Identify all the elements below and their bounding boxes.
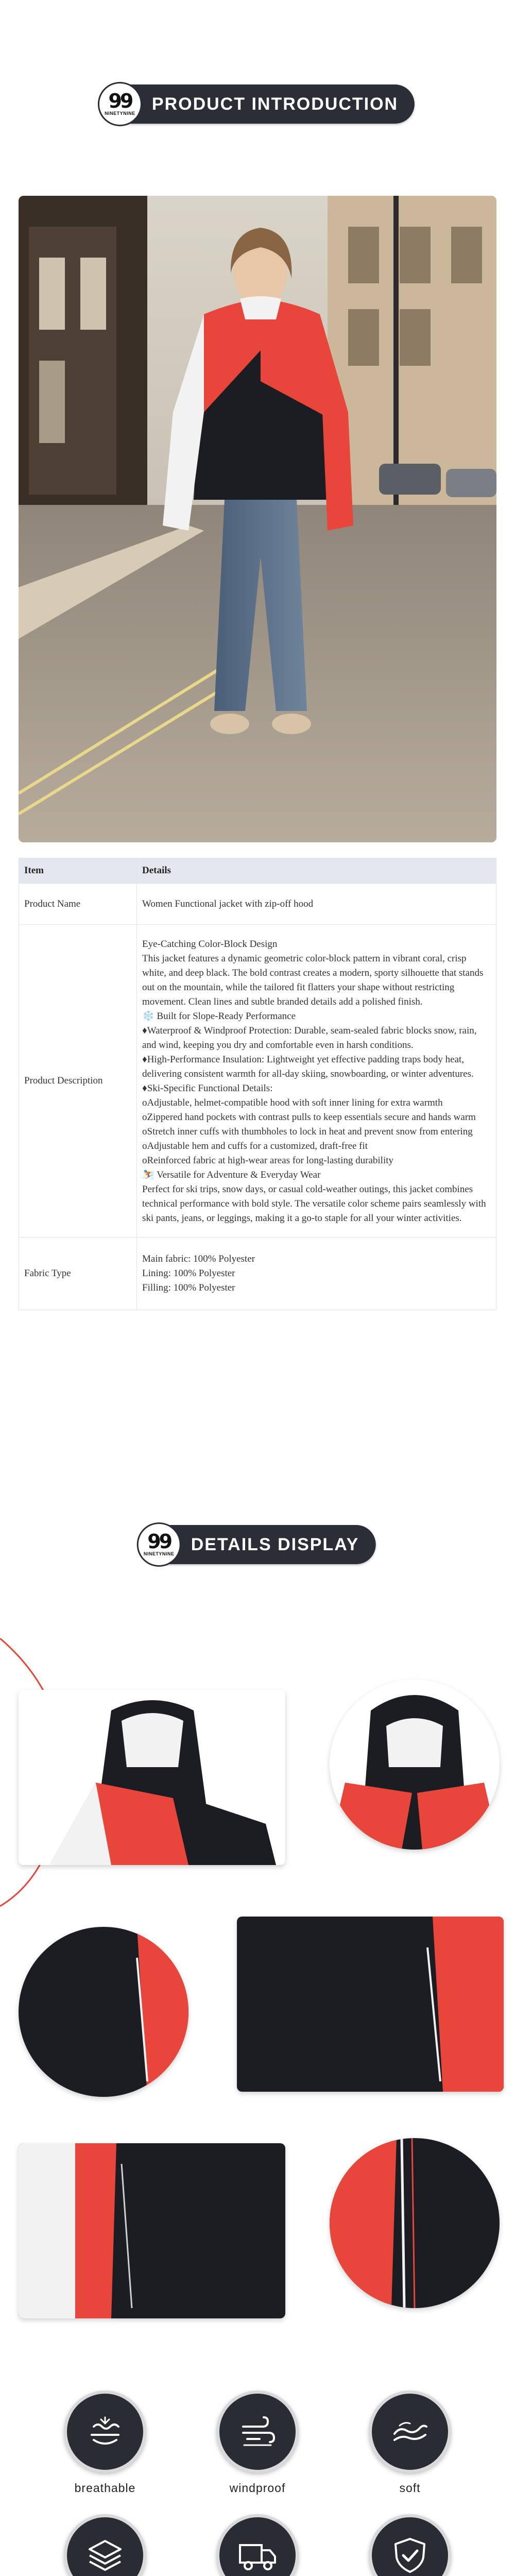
feature-breathable [43, 2391, 167, 2495]
detail-pocket-round-image [19, 1927, 188, 2097]
jacket-sleeve-illustration [237, 1917, 504, 2092]
detail-hood-image [19, 1690, 285, 1865]
table-row [19, 1238, 496, 1310]
detail-sleeve-image [237, 1917, 504, 2092]
jacket-pocket-illustration [19, 1927, 188, 2097]
feature-delivery [196, 2514, 319, 2576]
hero-model-photo [19, 196, 496, 842]
jacket-collar-illustration [330, 1680, 500, 1850]
windproof-icon [237, 2411, 278, 2452]
brand-logo: 99 NINETYNINE [139, 1524, 180, 1565]
detail-hood-round-image [330, 1680, 500, 1850]
feature-label: soft [399, 2481, 421, 2495]
feature-soft [348, 2391, 472, 2495]
product-name-value: Women Functional jacket with zip-off hood [137, 884, 496, 925]
table-row [19, 884, 496, 925]
detail-front-image [19, 2143, 285, 2318]
feature-label: breathable [74, 2481, 136, 2495]
table-header-row [19, 858, 496, 884]
delivery-truck-icon [236, 2535, 279, 2576]
table-row [19, 925, 496, 1238]
intro-title: PRODUCT INTRODUCTION [151, 94, 399, 114]
product-name-label: Product Name [19, 884, 137, 925]
feature-quality [348, 2514, 472, 2576]
shield-check-icon [389, 2535, 431, 2576]
layers-icon [84, 2535, 126, 2576]
details-title: DETAILS DISPLAY [191, 1534, 359, 1554]
feature-windproof [196, 2391, 319, 2495]
product-description-value: Eye-Catching Color-Block Design This jacket features a dynamic geometric color-block pattern in vibrant coral, crisp white, and deep black. The bold contrast creates a modern, sporty silhouette that stands out on the mountain, while the tailored fit flatters your shape without restricting movement. Clean lines and subtle branded details add a polished finish. ❄️ Built for Slope-Ready Performance ♦Waterproof & Windproof Protection: Durable, seam-sealed fabric blocks snow, rain, and wind, keeping you dry and comfortable even in harsh conditions. ♦High-Performance Insulation: Lightweight yet effective padding traps body heat, delivering consistent warmth for all-day skiing, snowboarding, or winter adventures. ♦Ski-Specific Functional Details: oAdjustable, helmet-compatible hood with soft inner lining for extra warmth oZippered hand pockets with contrast pulls to keep essentials secure and hands warm oStretch inner cuffs with thumbholes to lock in heat and prevent snow from entering oAdjustable hem and cuffs for a customized, draft-free fit oReinforced fabric at high-wear areas for long-lasting durability ⛷️ Versatile for Adventure & Everyday Wear Perfect for ski trips, snow days, or casual cold-weather outings, this jacket combines technical performance with bold style. The versatile color scheme pairs seamlessly with ski pants, jeans, or leggings, making it a go-to staple for all your winter activities. [137, 925, 496, 1238]
breathable-icon [84, 2411, 126, 2452]
soft-icon [389, 2411, 431, 2452]
detail-zipper-round-image [330, 2138, 500, 2308]
brand-logo: 99 NINETYNINE [99, 83, 141, 125]
table-header-details: Details [137, 858, 496, 884]
spec-table [19, 858, 496, 1310]
jacket-front-illustration [19, 2143, 285, 2318]
street-scene-illustration [19, 196, 496, 842]
jacket-zipper-illustration [330, 2138, 500, 2308]
feature-thickened [43, 2514, 167, 2576]
fabric-type-value: Main fabric: 100% Polyester Lining: 100% Polyester Filling: 100% Polyester [137, 1238, 496, 1310]
fabric-type-label: Fabric Type [19, 1238, 137, 1310]
feature-label: windproof [229, 2481, 286, 2495]
product-description-label: Product Description [19, 925, 137, 1238]
jacket-hood-illustration [19, 1690, 285, 1865]
table-header-item: Item [19, 858, 137, 884]
intro-header-pill [100, 84, 415, 124]
details-header-pill [140, 1525, 376, 1564]
